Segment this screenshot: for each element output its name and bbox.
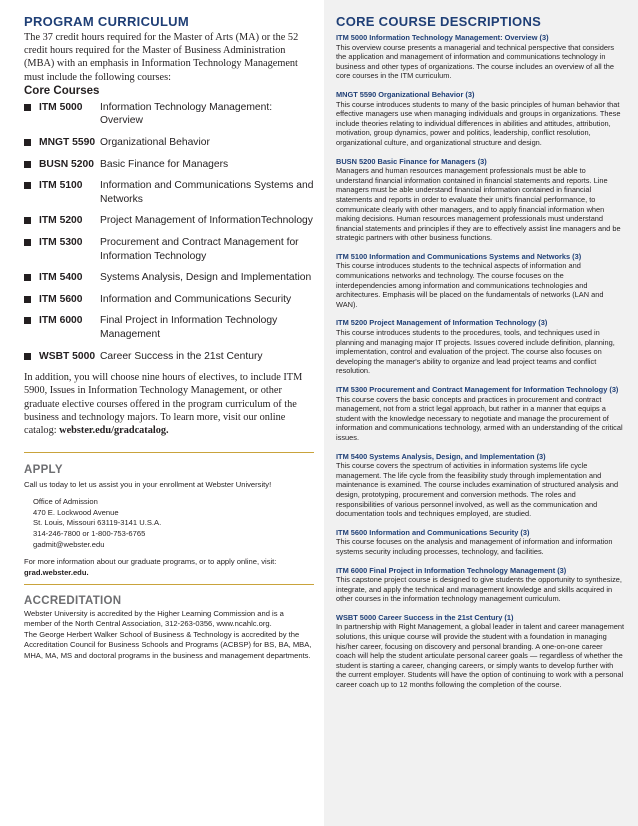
address-line: Office of Admission [33, 497, 98, 507]
catalog-link[interactable]: webster.edu/gradcatalog. [59, 424, 169, 436]
core-course-item [24, 214, 314, 228]
core-courses-heading: Core Courses [24, 84, 100, 97]
course-description [336, 566, 624, 604]
address-phone: 314-246-7800 or 1-800-753-6765 [33, 528, 146, 538]
square-bullet-icon [24, 353, 31, 360]
divider-apply [24, 452, 314, 453]
course-description [336, 252, 624, 310]
course-description [336, 452, 624, 519]
course-code: ITM 5400 [39, 272, 83, 284]
square-bullet-icon [24, 182, 31, 189]
divider-accreditation [24, 584, 314, 585]
course-description-title: ITM 5400 Systems Analysis, Design, and Implementation (3) [336, 451, 546, 461]
course-description-title: WSBT 5000 Career Success in the 21st Century (1) [336, 612, 514, 622]
descriptions-heading: CORE COURSE DESCRIPTIONS [336, 14, 542, 29]
square-bullet-icon [24, 217, 31, 224]
electives-body: In addition, you will choose nine hours of electives, to include ITM 5900, Issues in Information Technology Management, or other graduate elective courses offered in the program curriculum of the business and technology majors. To learn more, visit our online catalog: [24, 372, 303, 436]
square-bullet-icon [24, 296, 31, 303]
address-line: St. Louis, Missouri 63119-3141 U.S.A. [33, 518, 162, 528]
course-code: ITM 6000 [39, 315, 83, 327]
course-description [336, 528, 624, 557]
course-title: Procurement and Contract Management for Information Technology [100, 236, 299, 262]
course-code: ITM 5200 [39, 215, 83, 227]
square-bullet-icon [24, 317, 31, 324]
course-description-title: ITM 5300 Procurement and Contract Management for Information Technology (3) [336, 385, 619, 394]
grad-link[interactable]: grad.webster.edu. [24, 567, 89, 577]
course-code: ITM 5000 [39, 101, 83, 113]
course-description-body: Managers and human resources management professionals must be able to understand financial information contained in financial statements and reports. Line managers must be able understand financial information contained in financial statements and reports in order to evaluate their unit's financial performance, to communicate clearly with other managers, and to apply financial information when making decisions. Human resources management professionals must understand financial statements and principles if they are to effectively assist line managers and be strategic partners with other business functions. [336, 166, 621, 243]
course-title: Project Management of InformationTechnology [100, 215, 313, 227]
course-description [336, 318, 624, 376]
course-description-body: In partnership with Right Management, a global leader in talent and career management solutions, this unique course will provide the student with a foundation in managing his/her career, focusing on discovery and personal branding. A one-on-one career coach will help the student articulate personal career goals — regardless of whether the student is starting a career, changing careers, or simply wants to develop further with the current employer. Students will have the option of continuing to work with a personal career coach up to 12 months following the completion of the course. [336, 622, 624, 690]
course-description-body: This capstone project course is designed to give students the opportunity to synthesize, integrate, and apply the technical and management knowledge and skills acquired in other courses in the information technology management curriculum. [336, 575, 622, 604]
course-code: ITM 5600 [39, 293, 83, 305]
course-description-body: This course introduces students to the procedures, tools, and techniques used in planning and managing major IT projects. Issues covered include definition, planning, implementation, control and evaluation of the project. The course also focuses on developing the manager's ability to organize and lead project teams and conflict resolution. [336, 328, 615, 376]
core-course-list [24, 101, 314, 363]
course-description-title: ITM 6000 Final Project in Information Technology Management (3) [336, 565, 567, 575]
apply-more-info [24, 557, 316, 578]
course-title: Final Project in Information Technology Management [100, 315, 278, 340]
core-course-item [24, 136, 314, 150]
course-code: ITM 5300 [39, 236, 83, 248]
curriculum-intro: The 37 credit hours required for the Master of Arts (MA) or the 52 credit hours required for the Master of Business Administration (MBA) with an emphasis in Information Technology Management must include the following courses: [24, 32, 299, 83]
course-code: BUSN 5200 [39, 158, 94, 170]
square-bullet-icon [24, 161, 31, 168]
apply-more-text: For more information about our graduate programs, or to apply online, visit: [24, 557, 277, 567]
course-code: ITM 5100 [39, 180, 83, 192]
course-description-title: MNGT 5590 Organizational Behavior (3) [336, 89, 475, 99]
course-description-body: This course covers the basic concepts and practices in procurement and contract management, not from a strict legal approach, but rather in a manner that equips a student with the knowledge necessary to negotiate and manage the procurement of information and communications technology, armed with an understanding of the critical issues. [336, 394, 623, 442]
core-course-item [24, 314, 314, 341]
course-title: Systems Analysis, Design and Implementation [100, 272, 312, 284]
course-description-body: This course focuses on the analysis and management of information and information systems security including processes, technology, and facilities. [336, 537, 613, 556]
accreditation-heading: ACCREDITATION [24, 595, 122, 607]
course-description [336, 157, 624, 243]
core-course-item [24, 158, 314, 172]
address-line: 470 E. Lockwood Avenue [33, 507, 119, 517]
square-bullet-icon [24, 139, 31, 146]
course-description-body: This course introduces students to the technical aspects of information and communications networks and technology. The course focuses on the interdependencies among information and communications technologies and architectures. Emphasis will be placed on the fundamentals of networks (LAN and WAN). [336, 261, 604, 309]
square-bullet-icon [24, 274, 31, 281]
descriptions-panel [324, 0, 638, 826]
course-description [336, 90, 624, 148]
course-description-title: BUSN 5200 Basic Finance for Managers (3) [336, 156, 487, 166]
course-code: MNGT 5590 [39, 137, 96, 148]
course-title: Organizational Behavior [100, 137, 210, 148]
course-description [336, 613, 624, 690]
course-description-title: ITM 5000 Information Technology Management: Overview (3) [336, 33, 549, 42]
course-description-title: ITM 5200 Project Management of Information Technology (3) [336, 318, 548, 328]
course-code: WSBT 5000 [39, 350, 96, 362]
course-title: Information Technology Management: Overview [100, 101, 273, 127]
apply-section [24, 465, 316, 578]
core-course-item [24, 179, 314, 206]
accreditation-text-2: The George Herbert Walker School of Business & Technology is accredited by the Accreditation Council for Business Schools and Programs (ACBSP) for BS, BA, MBA, MHA, MA, MS and doctoral programs in the business and management departments. [24, 629, 312, 660]
core-course-item [24, 271, 314, 285]
course-title: Basic Finance for Managers [100, 158, 229, 170]
apply-text: Call us today to let us assist you in your enrollment at Webster University! [24, 479, 272, 489]
square-bullet-icon [24, 104, 31, 111]
core-course-item [24, 350, 314, 364]
course-description-body: This course covers the spectrum of activities in information systems life cycle management. The life cycle from the feasibility study through implementation and maintenance is examined. The course includes examination of structured analysis and design, prototyping, procurement and conversion methods. The roles and responsibilities of various personnel involved, as well as the communication and documentation tools and techniques employed, are studied. [336, 461, 619, 519]
core-course-item [24, 293, 314, 307]
accreditation-text-1: Webster University is accredited by the Higher Learning Commission and is a member of the North Central Association, 312-263-0356, www.ncahlc.org. [24, 608, 284, 629]
course-description [336, 385, 624, 443]
course-title: Career Success in the 21st Century [100, 350, 263, 362]
curriculum-section [24, 14, 314, 437]
address-email[interactable]: gadmit@webster.edu [33, 539, 105, 549]
course-description-body: This course introduces students to many of the basic principles of human behavior that effective managers use when managing individuals and groups in organizations. These include theories relating to individual differences in abilities and attitudes, attribution, motivation, group dynamics, power and politics, leadership, conflict resolution, organizational culture, and organizational structure and design. [336, 99, 621, 147]
core-course-item [24, 101, 314, 128]
course-title: Information and Communications Security [100, 293, 292, 305]
apply-heading: APPLY [24, 464, 63, 476]
course-description [336, 33, 624, 81]
admission-address [33, 497, 316, 550]
course-descriptions [336, 33, 624, 690]
square-bullet-icon [24, 239, 31, 246]
course-title: Information and Communications Systems and Networks [100, 180, 314, 205]
core-course-item [24, 236, 314, 263]
accreditation-section [24, 596, 312, 662]
course-description-title: ITM 5600 Information and Communications Security (3) [336, 527, 530, 537]
curriculum-heading: PROGRAM CURRICULUM [24, 14, 189, 29]
course-description-body: This overview course presents a managerial and technical perspective that considers the application and management of information and communications technology in business and other types of organizations. The course includes an overview of all the core courses in the ITM curriculum. [336, 42, 615, 81]
electives-text [24, 371, 314, 437]
course-description-title: ITM 5100 Information and Communications Systems and Networks (3) [336, 251, 582, 261]
